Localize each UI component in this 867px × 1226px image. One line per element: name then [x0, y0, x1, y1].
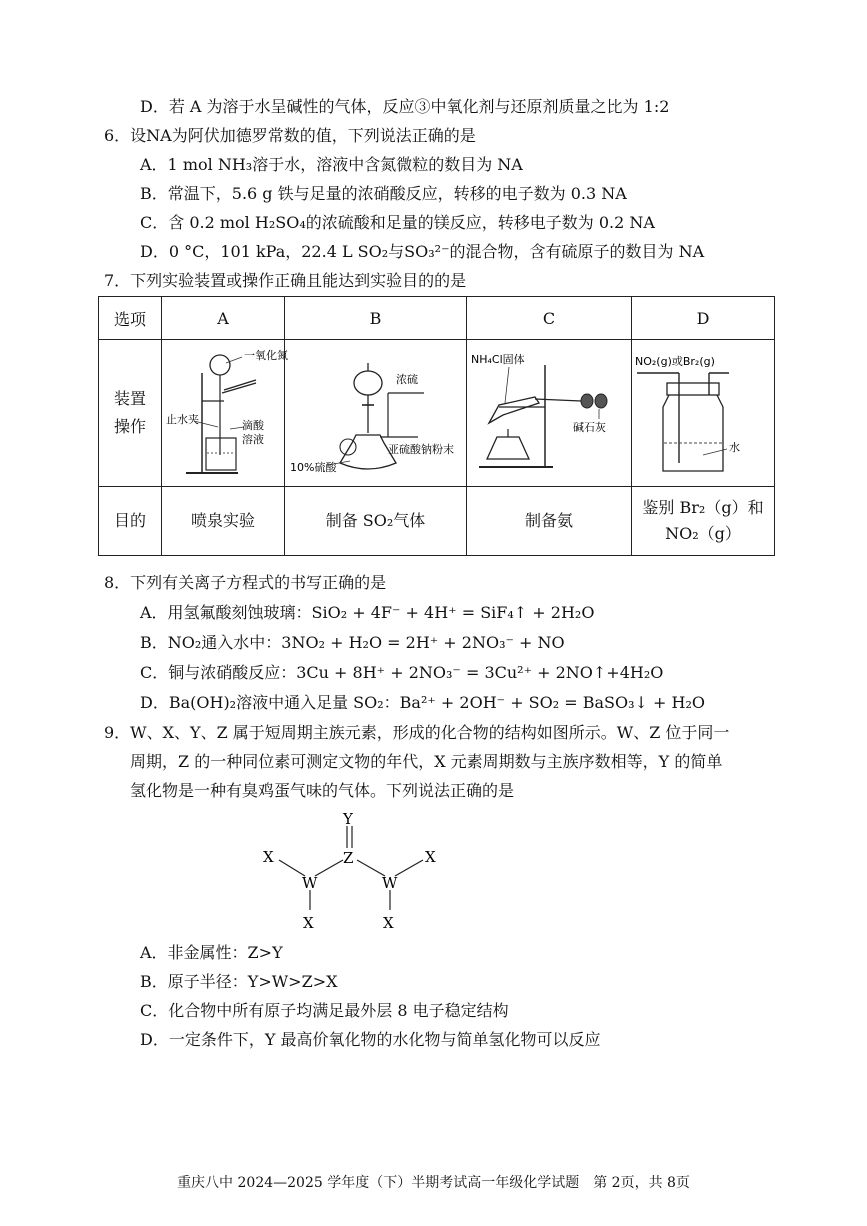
table-header-a: A: [162, 297, 285, 340]
q7-experiment-table: [98, 296, 775, 556]
purpose-b: 制备 SO₂气体: [285, 487, 467, 556]
q5-option-d: D．若 A 为溶于水呈碱性的气体，反应③中氧化剂与还原剂质量之比为 1:2: [140, 97, 670, 116]
label-10pct-sulfuric: 10%硫酸: [289, 461, 336, 474]
atom-w-left: W: [302, 874, 318, 892]
q6-option-a: A．1 mol NH₃溶于水，溶液中含氮微粒的数目为 NA: [140, 155, 523, 174]
purpose-c: 制备氨: [467, 487, 632, 556]
atom-x-bottom-right: X: [383, 914, 394, 932]
q8-option-d: D．Ba(OH)₂溶液中通入足量 SO₂：Ba²⁺ + 2OH⁻ + SO₂ = BaSO₃↓ + H₂O: [140, 693, 706, 712]
label-soda-lime: 碱石灰: [573, 421, 606, 434]
q8-stem: 8．下列有关离子方程式的书写正确的是: [104, 573, 387, 592]
label-water: 水: [729, 441, 740, 454]
q7-stem: 7．下列实验装置或操作正确且能达到实验目的的是: [104, 271, 467, 290]
q6-option-d: D．0 °C，101 kPa，22.4 L SO₂与SO₃²⁻的混合物，含有硫原子的数目为 NA: [140, 242, 705, 261]
label-sodium-sulfite: 亚硫酸钠粉末: [387, 443, 454, 456]
q9-option-a: A．非金属性：Z>Y: [140, 943, 283, 962]
purpose-d: 鉴别 Br₂（g）和 NO₂（g）: [632, 487, 775, 556]
label-acid: 滴酸: [242, 419, 264, 432]
page-footer: 重庆八中 2024—2025 学年度（下）半期考试高一年级化学试题 第 2页，共 8页: [177, 1175, 690, 1191]
q9-option-d: D．一定条件下，Y 最高价氧化物的水化物与简单氢化物可以反应: [140, 1030, 601, 1049]
q9-structure-diagram: [255, 810, 455, 935]
apparatus-b-so2: [285, 340, 467, 487]
fountain-apparatus-figure: [164, 343, 288, 483]
q9-stem-line-1: 9．W、X、Y、Z 属于短周期主族元素，形成的化合物的结构如图所示。W、Z 位于同一: [104, 723, 730, 742]
gas-washing-bottle-figure: [633, 343, 773, 483]
q6-stem: 6．设NA为阿伏加德罗常数的值，下列说法正确的是: [104, 126, 476, 145]
label-nh4cl-solid: NH₄Cl固体: [471, 353, 525, 366]
q9-stem-line-3: 氢化物是一种有臭鸡蛋气味的气体。下列说法正确的是: [130, 781, 515, 800]
table-header-c: C: [467, 297, 632, 340]
q8-option-a: A．用氢氟酸刻蚀玻璃：SiO₂ + 4F⁻ + 4H⁺ = SiF₄↑ + 2H₂O: [140, 603, 595, 622]
label-solution: 溶液: [242, 433, 264, 446]
atom-w-right: W: [382, 874, 398, 892]
q6-option-b: B．常温下，5.6 g 铁与足量的浓硝酸反应，转移的电子数为 0.3 NA: [140, 184, 627, 203]
ammonia-apparatus-figure: [469, 343, 629, 483]
q9-option-b: B．原子半径：Y>W>Z>X: [140, 972, 338, 991]
row-label-apparatus: 装置 操作: [99, 340, 162, 487]
apparatus-d-identify: [632, 340, 775, 487]
table-header-d: D: [632, 297, 775, 340]
atom-x-left: X: [263, 848, 274, 866]
label-nitric-oxide: 一氧化氮: [244, 349, 288, 362]
label-clamp: 止水夹: [166, 413, 199, 426]
apparatus-a-fountain: [162, 340, 288, 487]
apparatus-c-ammonia: [467, 340, 632, 487]
q9-option-c: C．化合物中所有原子均满足最外层 8 电子稳定结构: [140, 1001, 509, 1020]
so2-apparatus-figure: [288, 343, 464, 483]
q8-option-b: B．NO₂通入水中：3NO₂ + H₂O = 2H⁺ + 2NO₃⁻ + NO: [140, 633, 565, 652]
atom-y: Y: [343, 810, 353, 828]
purpose-a: 喷泉实验: [162, 487, 285, 556]
table-header-b: B: [285, 297, 467, 340]
row-label-purpose: 目的: [99, 487, 162, 556]
table-header-option: 选项: [99, 297, 162, 340]
atom-z: Z: [343, 849, 354, 867]
atom-x-right: X: [425, 848, 436, 866]
label-conc-sulfuric: 浓硫: [395, 373, 418, 386]
q8-option-c: C．铜与浓硝酸反应：3Cu + 8H⁺ + 2NO₃⁻ = 3Cu²⁺ + 2NO↑+4H₂O: [140, 663, 664, 682]
q6-option-c: C．含 0.2 mol H₂SO₄的浓硫酸和足量的镁反应，转移电子数为 0.2 NA: [140, 213, 655, 232]
atom-x-bottom-left: X: [303, 914, 314, 932]
label-no2-or-br2: NO₂(g)或Br₂(g): [635, 355, 715, 368]
q9-stem-line-2: 周期，Z 的一种同位素可测定文物的年代，X 元素周期数与主族序数相等，Y 的简单: [130, 752, 723, 771]
